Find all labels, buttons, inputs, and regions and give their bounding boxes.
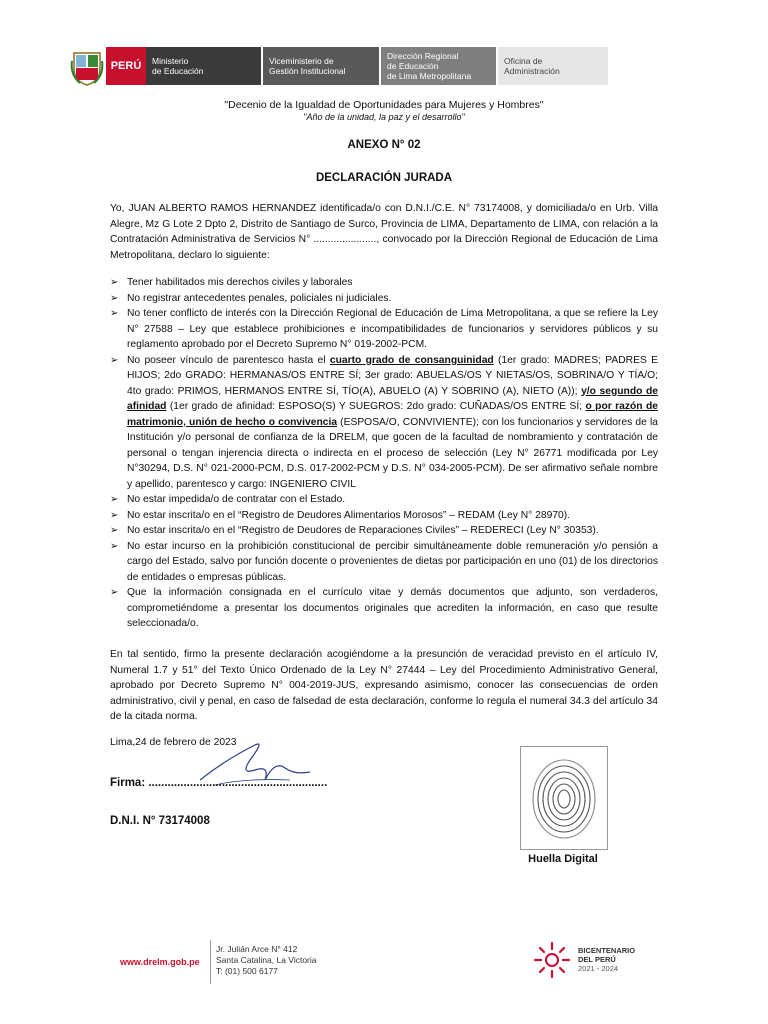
declaration-item-emphasis: y/o segundo de afinidad [127,385,658,412]
header-oficina: Oficina de Administración [498,47,608,85]
coat-of-arms-icon [70,47,104,87]
bullet-arrow-icon: ➢ [110,587,119,598]
bullet-arrow-icon: ➢ [110,525,119,536]
declaration-item-text: No registrar antecedentes penales, policiales ni judiciales. [127,292,392,304]
peru-brand: PERÚ [106,47,146,85]
closing-paragraph: En tal sentido, firmo la presente declaración acogiéndome a la presunción de veracidad previsto en el artículo IV, Numeral 1.7 y 51° del Texto Único Ordenado de la Ley N° 27444 – Ley del Procedimiento Administrativo General, aprobado por Decreto Supremo N° 004-2019-JUS, expresando asimismo, conocer las consecuencias de orden administrativo, civil y penal, en caso de falsedad de esta declaración, conforme lo regula el numeral 34.3 del artículo 34 de la citada norma. [110,649,658,722]
bullet-arrow-icon: ➢ [110,354,119,366]
decenio-text: "Decenio de la Igualdad de Oportunidades para Mujeres y Hombres" [224,99,544,111]
anio-text: "Año de la unidad, la paz y el desarrollo" [303,112,465,122]
bullet-arrow-icon: ➢ [110,494,119,505]
declaration-item-text: Tener habilitados mis derechos civiles y laborales [127,277,353,288]
declaration-item [110,275,658,291]
declaration-item [110,508,658,524]
header-viceministerio: Viceministerio de Gestión Institucional [263,47,379,85]
declaration-item [110,306,658,353]
footer-website-link[interactable]: www.drelm.gob.pe [120,957,200,967]
bullet-arrow-icon: ➢ [110,292,119,304]
bicentenario-text: BICENTENARIO DEL PERÚ 2021 - 2024 [578,946,636,973]
bullet-arrow-icon: ➢ [110,540,119,552]
declaration-item-text: (ESPOSA/O, CONVIVIENTE); con los funcionarios y servidores de la Institución y/o personal de confianza de la DRELM, que gocen de la facultad de nombramiento y contratación de personal o tengan injerencia directa o indirecta en el proceso de selección (Ley N° 26771 modificada por Ley N°30294, D.S. N° 021-2000-PCM, D.S. 017-2002-PCM y D.S. N° 034-2005-PCM). De ser afirmativo señale nombre y apellido, parentesco y cargo: INGENIERO CIVIL [127,416,658,490]
declaration-item-text: No estar impedida/o de contratar con el Estado. [127,494,346,505]
declaration-item [110,353,658,493]
declaration-item-text: No poseer vínculo de parentesco hasta el [127,354,330,366]
declaracion-title: DECLARACIÓN JURADA [315,172,453,184]
declaration-item [110,539,658,586]
footer-divider [210,940,211,984]
declaration-item-text: Que la información consignada en el currículo vitae y demás documentos que adjunto, son verdaderos, comprometiéndome a presentar los documentos originales que acrediten la información, en caso que resulte seleccionada/o. [127,587,658,629]
bullet-arrow-icon: ➢ [110,308,119,319]
anexo-title: ANEXO N° 02 [347,139,421,151]
declaration-item-text: No estar inscrita/o en el “Registro de Deudores de Reparaciones Civiles” – REDERECI (Ley N° 30353). [127,525,599,536]
declaration-item [110,523,658,539]
bicentenario-logo-icon [532,940,572,980]
bullet-arrow-icon: ➢ [110,277,119,288]
footer-address: Jr. Julián Arce N° 412 Santa Catalina, La Victoria T: (01) 500 6177 [216,944,317,976]
header-ministerio: Ministerio de Educación [146,47,261,85]
declaration-item-text: No estar incurso en la prohibición constitucional de percibir simultáneamente doble remuneración y/o pensión a cargo del Estado, salvo por función docente o provenientes de dietas por participación en uno (01) de los directorios de entidades o empresas públicas. [127,540,658,583]
declaration-item [110,492,658,508]
intro-paragraph: Yo, JUAN ALBERTO RAMOS HERNANDEZ identificada/o con D.N.I./C.E. N° 73174008, y domiciliada/o en Urb. Villa Alegre, Mz G Lote 2 Dpto 2, Distrito de Santiago de Surco, Provincia de LIMA, Departamento de LIMA, con relación a la Contratación Administrativa de Servicios N° ......................, convocado por la Dirección Regional de Educación de Lima Metropolitana, declaro lo siguiente: [110,203,658,261]
bullet-arrow-icon: ➢ [110,509,119,521]
declaration-item-emphasis: o por razón de matrimonio, unión de hecho o convivencia [127,401,658,428]
header-direccion: Dirección Regional de Educación de Lima Metropolitana [381,47,496,85]
firma-line: Firma: ........................................................ [110,777,328,789]
fingerprint-icon [521,747,607,849]
declaration-list [110,275,658,632]
declaration-item-text: (1er grado de afinidad: ESPOSO(S) Y SUEGROS: 2do grado: CUÑADAS/OS ENTRE SÍ; [166,401,586,412]
date-line: Lima,24 de febrero de 2023 [110,737,237,748]
declaration-item [110,585,658,632]
declaration-item-text: No tener conflicto de interés con la Dirección Regional de Educación de Lima Metropolitana, a que se refiere la Ley N° 27588 – Ley que establece prohibiciones e incompatibilidades de funcionarios y servidores públicos y su reglamento aprobado por el Decreto Supremo N° 019-2002-PCM. [127,308,658,350]
huella-label: Huella Digital [528,853,598,865]
dni-line: D.N.I. N° 73174008 [110,815,210,827]
declaration-item-text: (1er grado: MADRES; PADRES E HIJOS; 2do GRADO: HERMANAS/OS ENTRE SÍ; 3er grado: ABUELAS/OS Y NIETAS/OS, SOBRINA/O Y TÍA/O; 4to grado: PRIMOS, HERMANOS ENTRE SÍ, TÍO(A), ABUELO (A) Y SOBRINO (A), NIETO (A)); [127,354,658,397]
declaration-item-emphasis: cuarto grado de consanguinidad [329,354,494,366]
fingerprint-box [520,746,608,850]
declaration-item-text: No estar inscrita/o en el “Registro de Deudores Alimentarios Morosos” – REDAM (Ley N° 28970). [127,509,571,521]
declaration-item [110,291,658,307]
